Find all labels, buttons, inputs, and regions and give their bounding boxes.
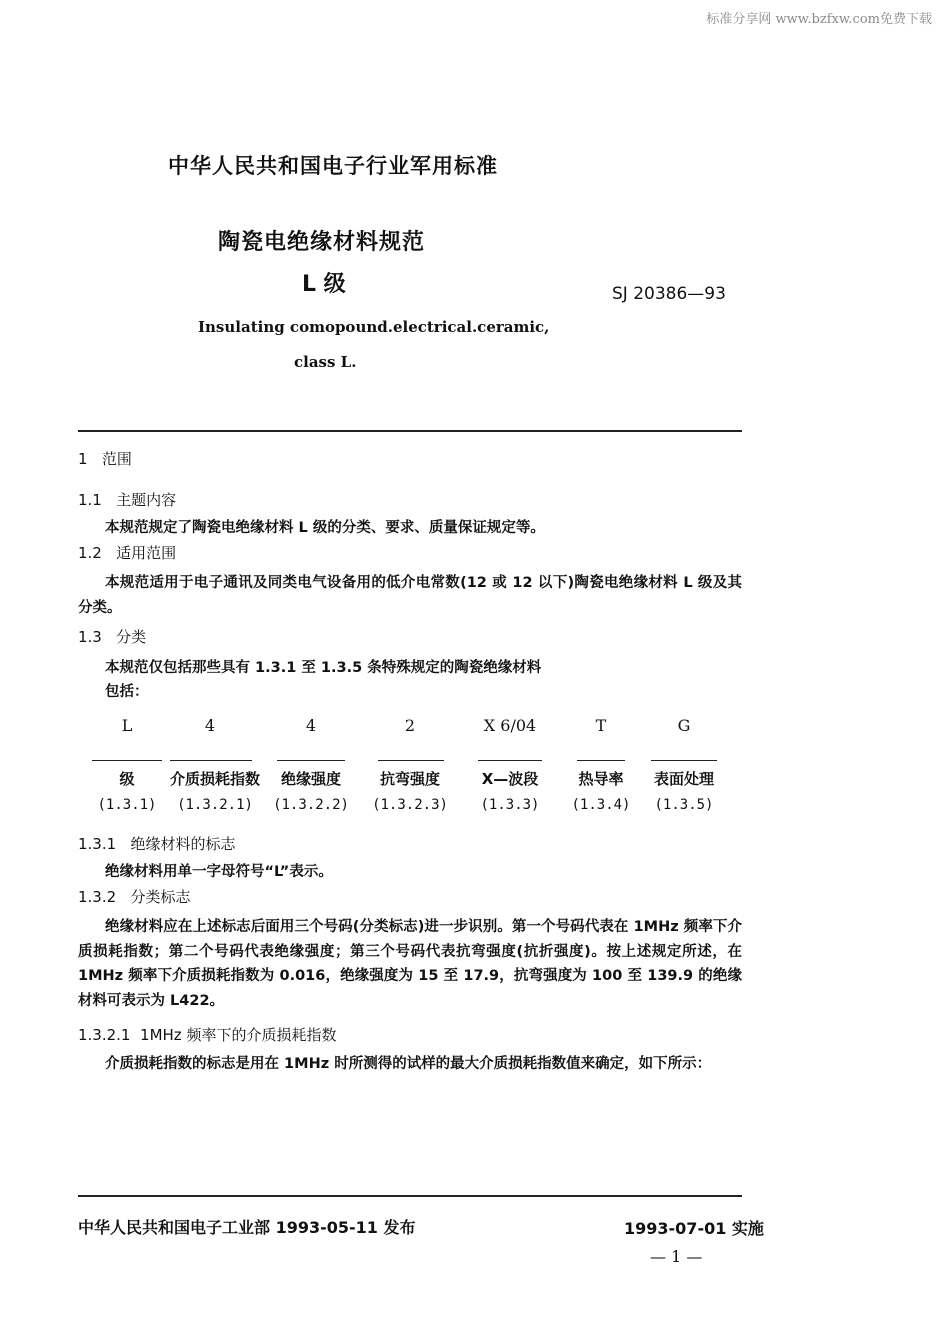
code-symbol: T [595,716,607,735]
watermark: 标准分享网 www.bzfxw.com免费下载 [706,12,932,27]
section-1-2-heading: 1.2 适用范围 [78,544,177,562]
code-section-ref: (1.3.5) [654,797,714,813]
code-symbol: 2 [404,716,416,735]
code-symbol: 4 [204,716,216,735]
section-1-3-includes: 包括： [105,684,149,700]
code-underline [170,760,252,761]
code-symbol: 4 [305,716,317,735]
code-underline [92,760,162,761]
code-section-ref: (1.3.1) [97,797,157,813]
standard-number: SJ 20386—93 [612,284,726,304]
section-1-2-text: 本规范适用于电子通讯及同类电气设备用的低介电常数(12 或 12 以下)陶瓷电绝缘材料 L 级及其分类。 [78,575,742,616]
code-section-ref: (1.3.2.1) [177,797,253,813]
section-1-3-heading: 1.3 分类 [78,628,147,646]
code-label: X—波段 [481,770,539,788]
english-title-line2: class L. [294,353,357,371]
code-underline [378,760,444,761]
code-symbol: G [677,716,691,735]
section-1-3-2-text: 绝缘材料应在上述标志后面用三个号码(分类标志)进一步识别。第一个号码代表在 1MHz 频率下介质损耗指数；第二个号码代表绝缘强度；第三个号码代表抗弯强度(抗折强度)。按上述规定所述，在 1MHz 频率下介质损耗指数为 0.016，绝缘强度为 15 至 17.9，抗弯强度为 100 至 139.9 的绝缘材料可表示为 L422。 [78,919,742,1009]
section-1-3-2-heading: 1.3.2 分类标志 [78,888,191,906]
code-label: 绝缘强度 [280,770,341,788]
code-symbol: X 6/04 [483,716,537,735]
code-underline [651,760,717,761]
code-section-ref: (1.3.2.2) [273,797,349,813]
document-title: 陶瓷电绝缘材料规范 [218,230,426,255]
section-1-3-2-1-heading: 1.3.2.1 1MHz 频率下的介质损耗指数 [78,1026,337,1044]
code-section-ref: (1.3.3) [480,797,540,813]
header-divider [78,430,742,432]
section-1-3-1-heading: 1.3.1 绝缘材料的标志 [78,835,236,853]
code-symbol: L [121,716,133,735]
code-underline [277,760,345,761]
code-label: 抗弯强度 [379,770,440,788]
code-underline [577,760,625,761]
section-1-3-1-text: 绝缘材料用单一字母符号“L”表示。 [105,864,333,880]
section-1-3-text: 本规范仅包括那些具有 1.3.1 至 1.3.5 条特殊规定的陶瓷绝缘材料 [105,660,542,676]
standard-category: 中华人民共和国电子行业军用标准 [168,154,498,178]
code-underline [478,760,542,761]
english-title-line1: Insulating comopound.electrical.ceramic, [198,318,550,336]
code-label: 介质损耗指数 [169,770,260,788]
document-class: L 级 [302,272,346,297]
effective-date: 1993-07-01 实施 [624,1219,764,1238]
code-label: 级 [119,770,135,788]
code-label: 表面处理 [653,770,714,788]
page-number: — 1 — [650,1247,703,1266]
issue-date: 中华人民共和国电子工业部 1993-05-11 发布 [78,1218,416,1237]
section-1-1-heading: 1.1 主题内容 [78,491,177,509]
code-section-ref: (1.3.4) [571,797,631,813]
footer-divider [78,1195,742,1197]
code-section-ref: (1.3.2.3) [372,797,448,813]
section-1-1-text: 本规范规定了陶瓷电绝缘材料 L 级的分类、要求、质量保证规定等。 [105,520,545,536]
section-1-3-2-1-text: 介质损耗指数的标志是用在 1MHz 时所测得的试样的最大介质损耗指数值来确定，如下所示： [105,1056,712,1072]
section-1-heading: 1 范围 [78,450,132,468]
code-label: 热导率 [578,770,624,788]
